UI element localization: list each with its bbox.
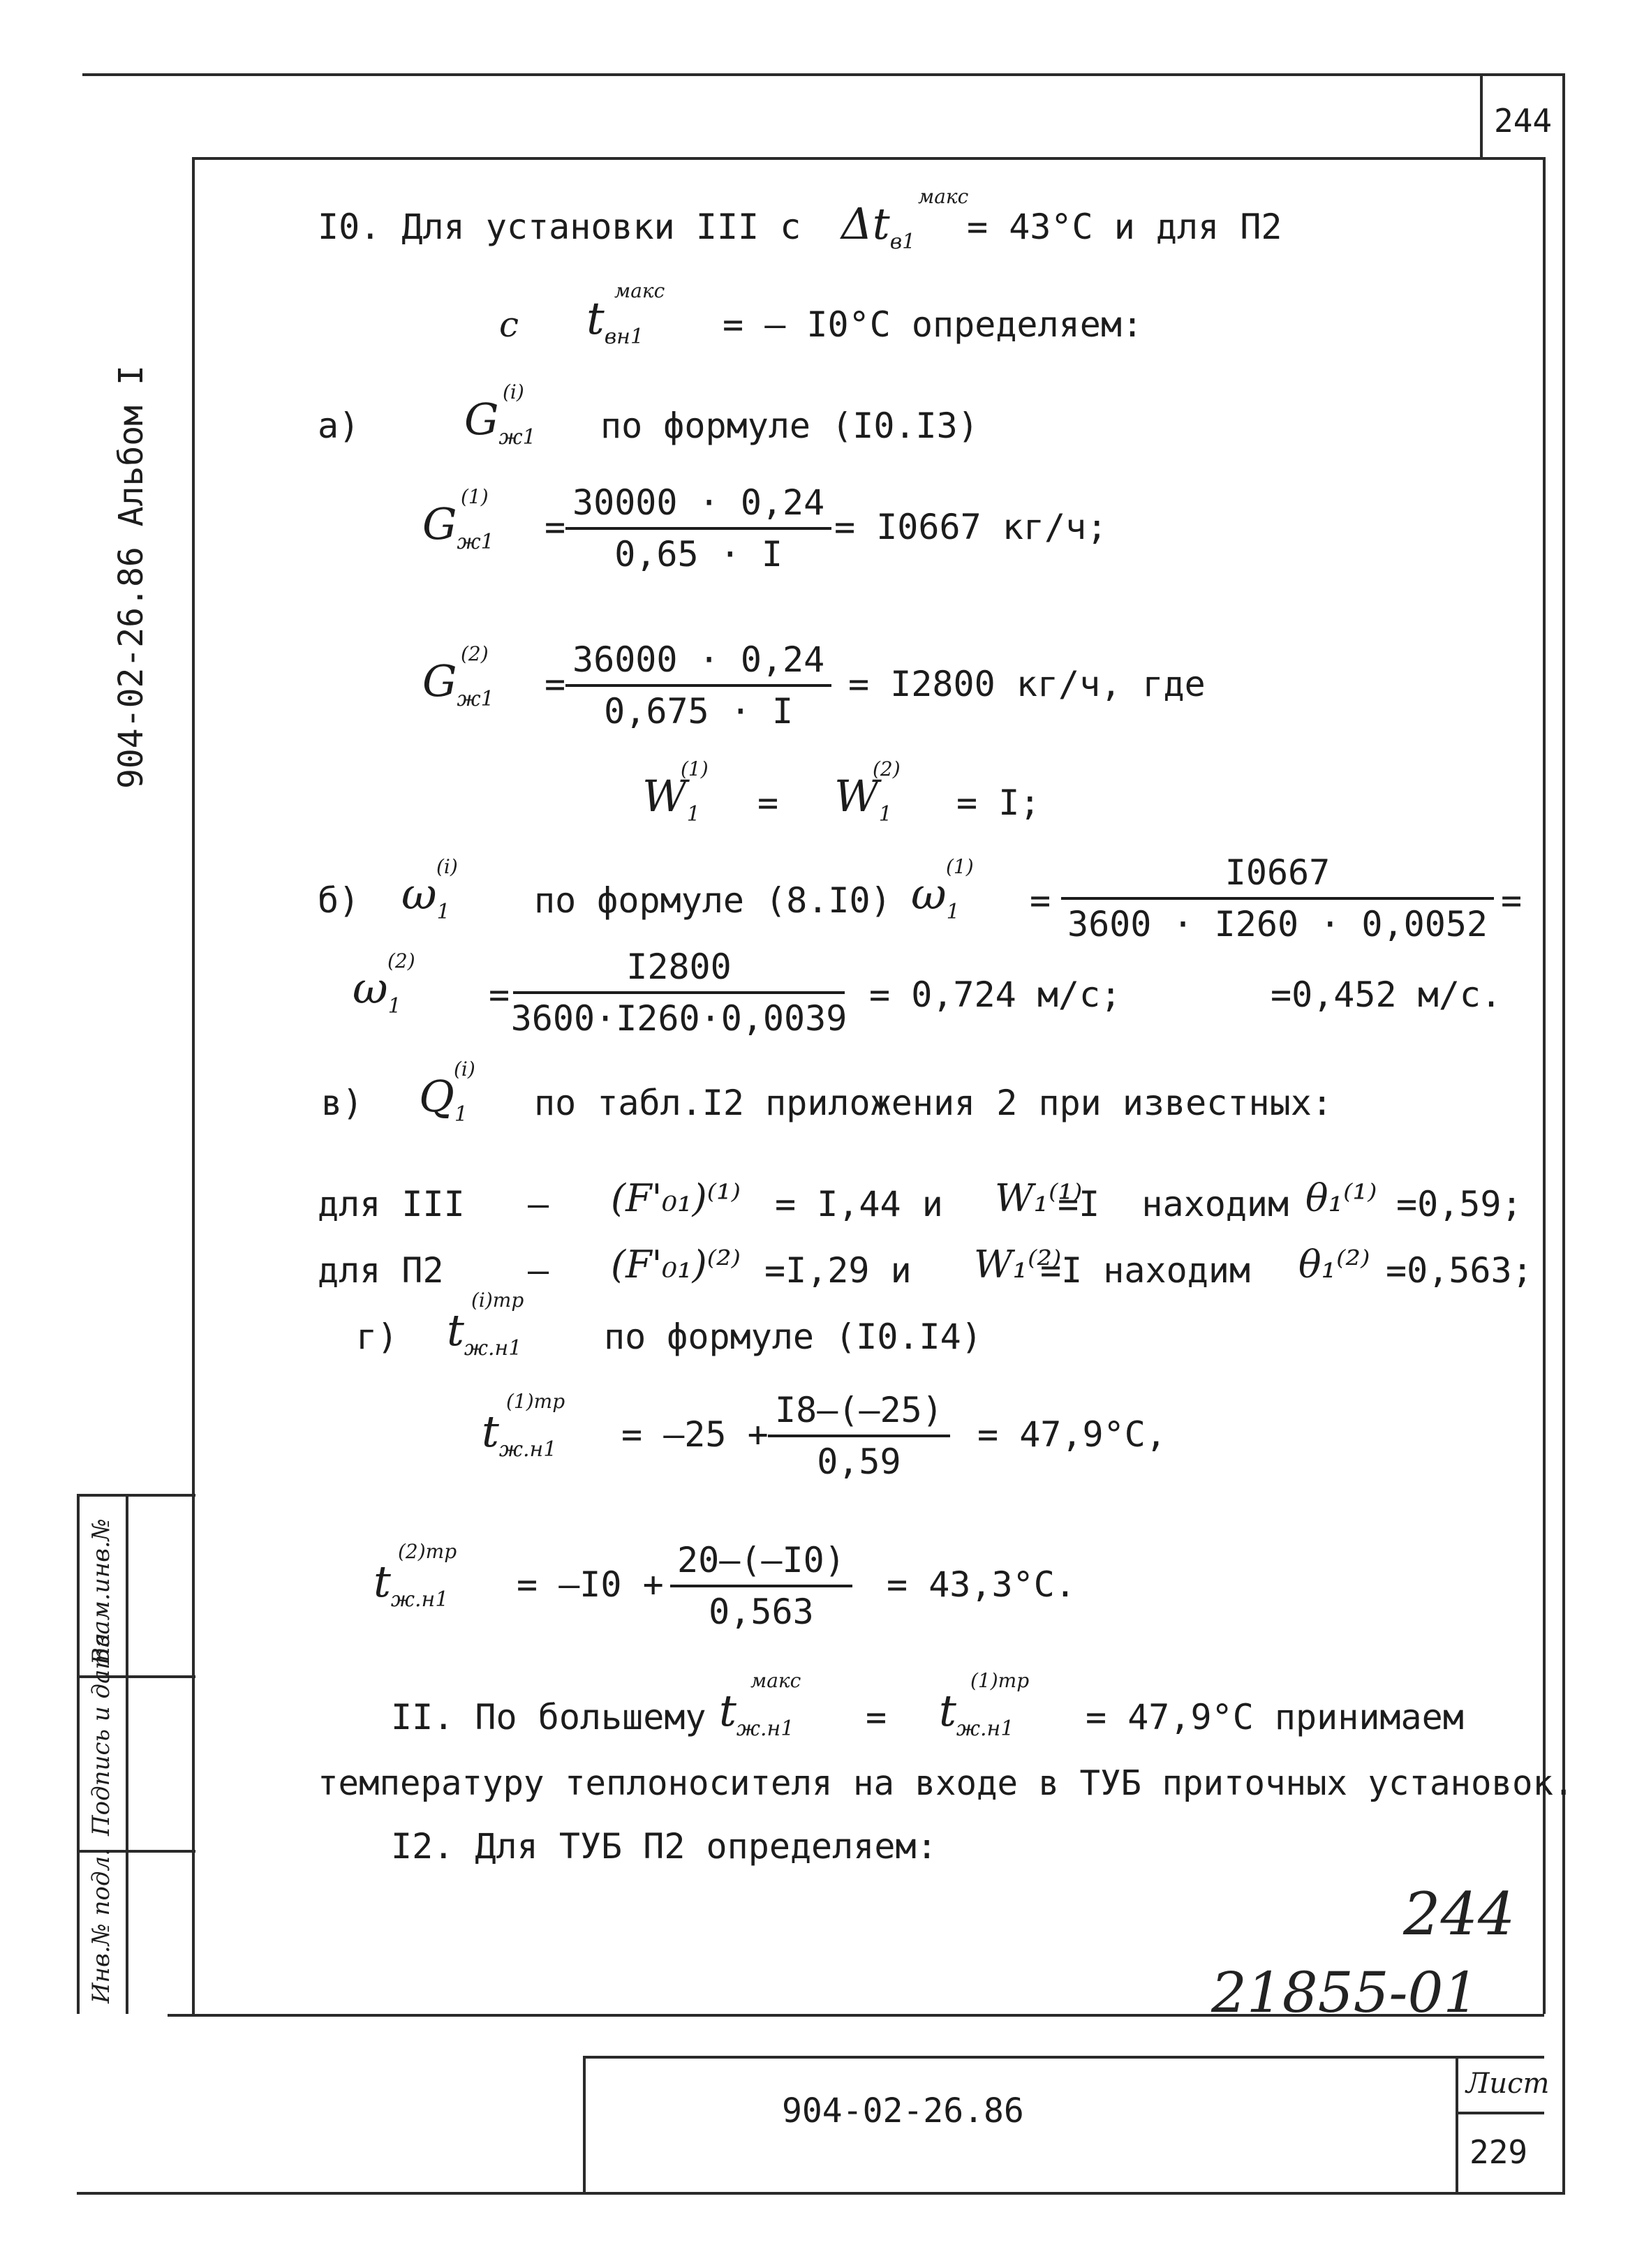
- handwritten-code: 21855-01: [1211, 1960, 1479, 2025]
- row1-a: для III –: [318, 1184, 549, 1224]
- t1-fraction: $\frac{I8-(-25)}{0,59}$: [768, 1393, 950, 1479]
- omega1-symbol: $\omega_1$ (1): [911, 855, 974, 924]
- eq-sign: =: [1030, 880, 1051, 921]
- t-max-symbol: $t_{ж.н1}$ макс: [719, 1669, 801, 1741]
- title-block-top: [583, 2056, 1544, 2059]
- title-block-sheet-label: Лист: [1466, 2068, 1550, 2100]
- t2-result: = 43,3°С.: [887, 1564, 1076, 1605]
- omega2-fraction: $\frac{I2800}{3600\cdot I260\cdot 0,0039}$: [510, 947, 847, 1039]
- item-a-label: а): [318, 406, 360, 446]
- omega1-fraction: $\frac{I0667}{3600 \cdot I260 \cdot 0,0052}$: [1061, 855, 1494, 942]
- title-block-code: 904-02-26.86: [782, 2091, 1024, 2130]
- g1-result: = I0667 кг/ч;: [834, 507, 1108, 547]
- omega1-result: =0,452 м/с.: [1271, 974, 1502, 1015]
- eq-sign: =: [489, 974, 510, 1015]
- s10-line1: I0. Для установки III с: [318, 207, 801, 247]
- eq-sign: =: [757, 783, 779, 823]
- omega2-symbol: $\omega_1$ (2): [353, 949, 415, 1018]
- s11-line2: температуру теплоносителя на входе в ТУБ приточных установок.: [318, 1763, 1574, 1803]
- album-label: 904-02-26.86 Альбом I: [112, 365, 151, 789]
- s10-line2-b: = – I0°С определяем:: [723, 304, 1143, 345]
- page-box-left: [1480, 73, 1483, 157]
- s11-a: II. По большему: [391, 1697, 706, 1737]
- row1-c: =I находим: [1058, 1184, 1289, 1224]
- row1-t: θ₁⁽¹⁾: [1305, 1176, 1377, 1220]
- row1-b: = I,44 и: [775, 1184, 943, 1224]
- title-block-divider: [1456, 2056, 1458, 2192]
- title-block-sheet-line: [1456, 2112, 1544, 2114]
- stamp-label-inv: Инв.№ подл.: [87, 1848, 115, 2003]
- g2-symbol: $G_{ж1}$ (2): [422, 642, 494, 711]
- g1-fraction: $\frac{30000 \cdot 0,24}{0,65 \cdot I}$: [565, 485, 831, 572]
- title-block-sheet-number: 229: [1469, 2133, 1528, 2171]
- t2-symbol: $t_{ж.н1}$ (2)тр: [373, 1540, 457, 1612]
- stamp-mid: [126, 1494, 128, 2014]
- outer-right-border: [1562, 73, 1565, 2192]
- row2-c: =I находим: [1040, 1250, 1251, 1291]
- s10-line1-b: = 43°С и для П2: [967, 207, 1282, 247]
- row2-a: для П2 –: [318, 1250, 549, 1291]
- q-symbol: $Q_1$ (i): [419, 1058, 475, 1127]
- left-border: [192, 157, 195, 2014]
- t-1tr-symbol: $t_{ж.н1}$ (1)тр: [939, 1669, 1030, 1741]
- t1-pre: = –25 +: [621, 1414, 769, 1455]
- row2-t: θ₁⁽²⁾: [1298, 1243, 1370, 1287]
- t1-result: = 47,9°С,: [977, 1414, 1167, 1455]
- w1-symbol: $W_1$ (1): [642, 757, 709, 827]
- item-g-label: г): [356, 1317, 399, 1357]
- item-b-label: б): [318, 880, 360, 921]
- s11-c: = 47,9°С принимаем: [1086, 1697, 1464, 1737]
- s10-c: с: [499, 304, 519, 345]
- s11-b: =: [866, 1697, 887, 1737]
- t2-fraction: $\frac{20-(-I0)}{0,563}$: [670, 1543, 852, 1629]
- row2-w: W₁⁽²⁾: [974, 1243, 1062, 1287]
- row1-d: =0,59;: [1396, 1184, 1523, 1224]
- item-v-text: по табл.I2 приложения 2 при известных:: [534, 1083, 1333, 1123]
- g1-symbol: $G_{ж1}$ (1): [422, 485, 494, 554]
- w-result: = I;: [956, 783, 1041, 823]
- handwritten-page-number: 244: [1403, 1880, 1516, 1948]
- eq-sign: =: [545, 664, 566, 704]
- g2-fraction: $\frac{36000 \cdot 0,24}{0,675 \cdot I}$: [565, 642, 831, 729]
- title-block-left: [583, 2056, 586, 2192]
- s12-text: I2. Для ТУБ П2 определяем:: [391, 1826, 938, 1867]
- item-b-text: по формуле (8.I0): [534, 880, 891, 921]
- t2-pre: = –I0 +: [517, 1564, 664, 1605]
- row2-b: =I,29 и: [764, 1250, 912, 1291]
- omega-symbol: $\omega_1$ (i): [401, 855, 458, 924]
- g-zh1-symbol: $G_{ж1}$ (i): [464, 380, 536, 450]
- delta-t-symbol: $\Delta t_{в1}$ макс: [841, 185, 969, 254]
- eq-sign: =: [545, 507, 566, 547]
- row1-f: (F'₀₁)⁽¹⁾: [611, 1176, 741, 1220]
- item-a-text: по формуле (I0.I3): [600, 406, 979, 446]
- bottom-border: [77, 2192, 1565, 2195]
- row2-d: =0,563;: [1386, 1250, 1533, 1291]
- stamp-label-sign: Подпись и дата: [87, 1633, 115, 1836]
- stamp-top: [77, 1494, 195, 1497]
- w2-symbol: $W_1$ (2): [834, 757, 901, 827]
- t-zhn1-symbol: $t_{ж.н1}$ (i)тр: [447, 1289, 524, 1361]
- omega2-result: = 0,724 м/с;: [869, 974, 1122, 1015]
- g2-result: = I2800 кг/ч, где: [848, 664, 1206, 704]
- t1-symbol: $t_{ж.н1}$ (1)тр: [482, 1390, 565, 1462]
- inner-top-border: [192, 157, 1543, 160]
- row2-f: (F'₀₁)⁽²⁾: [611, 1243, 741, 1287]
- eq-sign: =: [1501, 880, 1523, 921]
- page-number: 244: [1494, 102, 1553, 140]
- item-g-text: по формуле (I0.I4): [604, 1317, 982, 1357]
- stamp-left: [77, 1494, 80, 2014]
- row1-w: W₁⁽¹⁾: [995, 1176, 1083, 1220]
- right-border: [1543, 157, 1546, 2014]
- top-border: [82, 73, 1562, 76]
- stamp-label-replace: Взам.инв.№: [87, 1518, 115, 1665]
- t-vn1-symbol: $t_{вн1}$ макс: [586, 279, 665, 349]
- item-v-label: в): [321, 1083, 364, 1123]
